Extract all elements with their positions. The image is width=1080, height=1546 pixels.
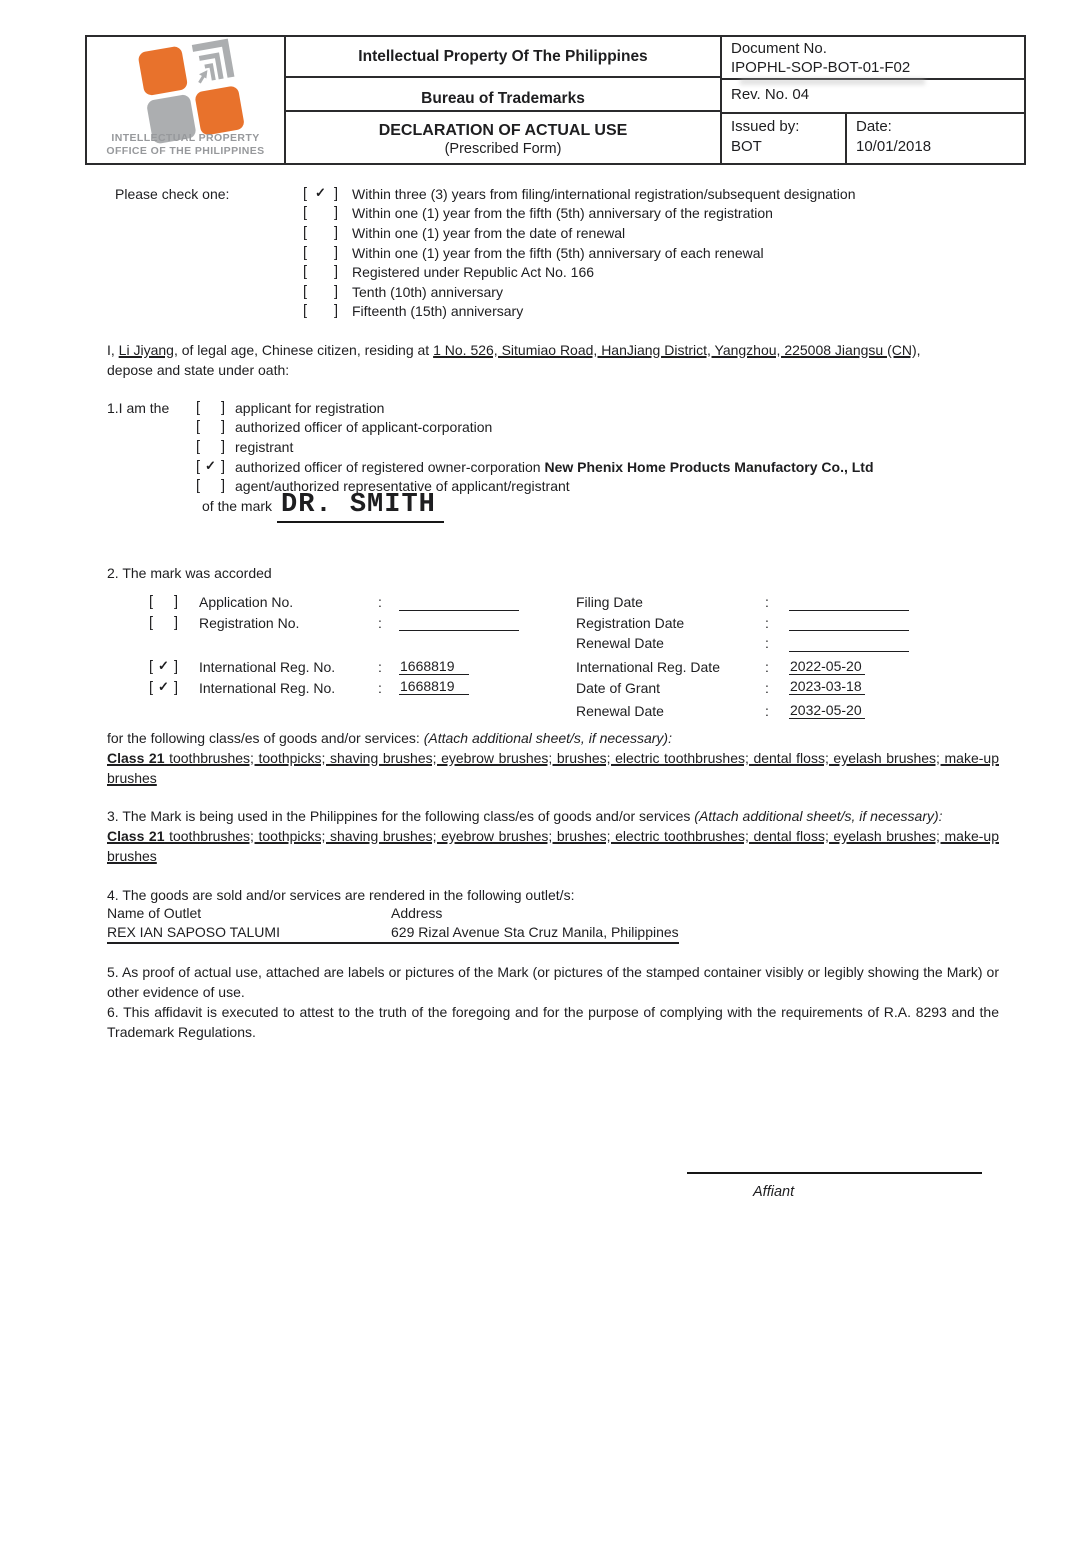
check-option-4: [ ] Registered under Republic Act No. 166 xyxy=(303,264,595,281)
table-row: [ ✓ ] International Reg. No. : 1668819 International Reg. Date : 2022-05-20 xyxy=(149,657,914,678)
renewal-date-value: 2032-05-20 xyxy=(789,702,865,719)
issued-by-cell xyxy=(722,114,845,163)
document-no-label: Document No. xyxy=(731,40,827,57)
check-option-0: [ ✓ ] Within three (3) years from filing/international registration/subsequent designation xyxy=(303,184,856,202)
intl-reg-no-value: 1668819 xyxy=(399,678,469,695)
blank-field xyxy=(789,615,909,631)
table-row: [ ] Registration No. : Registration Date : xyxy=(149,613,914,634)
checkbox: [ ] xyxy=(196,399,225,416)
trademark-name: DR. SMITH xyxy=(277,490,444,523)
capacity-option-4: [ ] agent/authorized representative of applicant/registrant xyxy=(196,478,570,495)
date-value: 10/01/2018 xyxy=(856,138,932,155)
form-title: DECLARATION OF ACTUAL USE xyxy=(378,121,628,139)
check-icon: ✓ xyxy=(315,184,326,200)
outlet-name-header: Name of Outlet xyxy=(107,905,202,921)
ipophl-logo-icon xyxy=(137,36,248,147)
outlet-address-header: Address xyxy=(391,905,443,921)
check-icon: ✓ xyxy=(158,658,169,674)
date-label: Date: xyxy=(856,118,892,135)
document-no-value: IPOPHL-SOP-BOT-01-F02 xyxy=(731,59,911,76)
date-cell xyxy=(845,114,1024,163)
table-row: [ ] Application No. : Filing Date : xyxy=(149,592,914,613)
declaration-paragraph: I, Li Jiyang, of legal age, Chinese citizen, residing at 1 No. 526, Situmiao Road, HanJiang District, Yangzhou, 225008 Jiangsu (CN), depose and state under oath: xyxy=(107,341,999,380)
blank-field xyxy=(399,595,519,611)
checkbox: [ ] xyxy=(303,283,338,300)
rev-no-cell: Rev. No. 04 xyxy=(722,80,1024,114)
goods-class-line: Class 21 toothbrushes; toothpicks; shaving brushes; eyebrow brushes; brushes; electric toothbrushes; dental floss; eyelash brushes; make-up brushes xyxy=(107,750,999,786)
blank-field xyxy=(399,615,519,631)
capacity-option-1: [ ] authorized officer of applicant-corporation xyxy=(196,419,493,436)
checkbox: [ ] xyxy=(196,478,225,495)
checkbox: [ ] xyxy=(303,205,338,222)
checkbox: [ ] xyxy=(303,244,338,261)
outlet-table-headers xyxy=(107,905,442,921)
header-middle-column xyxy=(284,37,720,163)
checkbox-checked: [ ✓ ] xyxy=(303,184,338,202)
intl-reg-no-value: 1668819 xyxy=(399,658,469,675)
checkbox: [ ] xyxy=(149,614,178,631)
owner-corporation-name: New Phenix Home Products Manufactory Co., Ltd xyxy=(544,458,874,475)
issued-date-row xyxy=(722,114,1024,163)
table-row: Renewal Date : 2032-05-20 xyxy=(149,701,914,722)
checkbox: [ ] xyxy=(149,594,178,611)
checkbox-checked: [ ✓ ] xyxy=(149,658,178,676)
outlet-row xyxy=(107,924,679,944)
check-option-2: [ ] Within one (1) year from the date of renewal xyxy=(303,224,626,241)
checkbox: [ ] xyxy=(303,303,338,320)
checkbox: [ ] xyxy=(303,224,338,241)
form-title-block xyxy=(286,112,720,163)
declarant-name: Li Jiyang xyxy=(118,342,174,358)
table-row: [ ✓ ] International Reg. No. : 1668819 Date of Grant : 2023-03-18 xyxy=(149,677,914,698)
checkbox: [ ] xyxy=(196,419,225,436)
capacity-option-0: [ ] applicant for registration xyxy=(196,399,385,416)
of-the-mark-label: of the mark xyxy=(202,498,273,514)
blank-field xyxy=(789,595,909,611)
section2-table xyxy=(149,592,914,722)
section1-options xyxy=(196,398,874,496)
check-option-6: [ ] Fifteenth (15th) anniversary xyxy=(303,303,524,320)
signature-line xyxy=(687,1172,982,1174)
intl-reg-date-value: 2022-05-20 xyxy=(789,658,865,675)
please-check-one-label: Please check one: xyxy=(115,186,230,202)
capacity-option-3: [ ✓ ] authorized officer of registered owner-corporation New Phenix Home Products Manufactory Co., Ltd xyxy=(196,457,874,475)
section2-title: 2. The mark was accorded xyxy=(107,565,272,581)
logo-square-orange-2 xyxy=(194,85,245,136)
section1-lead: 1.I am the xyxy=(107,400,170,416)
bureau-title: Bureau of Trademarks xyxy=(286,78,720,112)
check-icon: ✓ xyxy=(158,678,169,694)
outlet-address-value: 629 Rizal Avenue Sta Cruz Manila, Philippines xyxy=(391,924,679,940)
document-no-cell xyxy=(722,37,1024,80)
capacity-option-2: [ ] registrant xyxy=(196,438,294,455)
outlet-name-value: REX IAN SAPOSO TALUMI xyxy=(107,924,280,940)
logo-cell xyxy=(87,37,284,163)
header-table xyxy=(85,35,1026,165)
check-option-3: [ ] Within one (1) year from the fifth (5th) anniversary of each renewal xyxy=(303,244,764,261)
checkbox-checked: [ ✓ ] xyxy=(149,678,178,696)
header-right-column xyxy=(720,37,1024,163)
logo-square-orange-1 xyxy=(137,45,188,96)
check-icon: ✓ xyxy=(205,457,216,473)
check-option-1: [ ] Within one (1) year from the fifth (5th) anniversary of the registration xyxy=(303,205,773,222)
section3-class-line: Class 21 toothbrushes; toothpicks; shaving brushes; eyebrow brushes; brushes; electric toothbrushes; dental floss; eyelash brushes; make-up brushes xyxy=(107,828,999,864)
section4-title: 4. The goods are sold and/or services are rendered in the following outlet/s: xyxy=(107,887,575,903)
scan-artifact xyxy=(740,78,925,85)
affiant-label: Affiant xyxy=(753,1184,795,1200)
of-the-mark-line xyxy=(202,490,444,523)
blank-field xyxy=(789,636,909,652)
check-option-5: [ ] Tenth (10th) anniversary xyxy=(303,283,503,300)
table-row: Renewal Date : xyxy=(149,633,914,654)
declarant-address: 1 No. 526, Situmiao Road, HanJiang District, Yangzhou, 225008 Jiangsu (CN), xyxy=(433,342,921,358)
section6-paragraph: 6. This affidavit is executed to attest to the truth of the foregoing and for the purpose of complying with the requirements of R.A. 8293 and the Trademark Regulations. xyxy=(107,1004,999,1040)
declaration-closing: depose and state under oath: xyxy=(107,361,290,378)
date-of-grant-value: 2023-03-18 xyxy=(789,678,865,695)
checkbox: [ ] xyxy=(196,438,225,455)
issued-by-label: Issued by: xyxy=(731,118,800,135)
checkbox-checked: [ ✓ ] xyxy=(196,457,225,475)
issued-by-value: BOT xyxy=(731,138,762,155)
section5-paragraph: 5. As proof of actual use, attached are labels or pictures of the Mark (or pictures of the stamped container visibly or legibly showing the Mark) or other evidence of use. xyxy=(107,964,999,1000)
logo-chevron-arrow-icon xyxy=(186,37,237,88)
logo-caption: INTELLECTUAL PROPERTY OFFICE OF THE PHILIPPINES xyxy=(106,132,265,157)
checkbox: [ ] xyxy=(303,264,338,281)
form-subtitle: (Prescribed Form) xyxy=(444,140,562,157)
check-one-options xyxy=(303,184,856,321)
goods-intro: for the following class/es of goods and/or services: (Attach additional sheet/s, if necessary): xyxy=(107,730,672,746)
org-title: Intellectual Property Of The Philippines xyxy=(286,37,720,78)
section3-paragraph: 3. The Mark is being used in the Philippines for the following class/es of goods and/or services (Attach additional sheet/s, if necessary): xyxy=(107,808,943,824)
